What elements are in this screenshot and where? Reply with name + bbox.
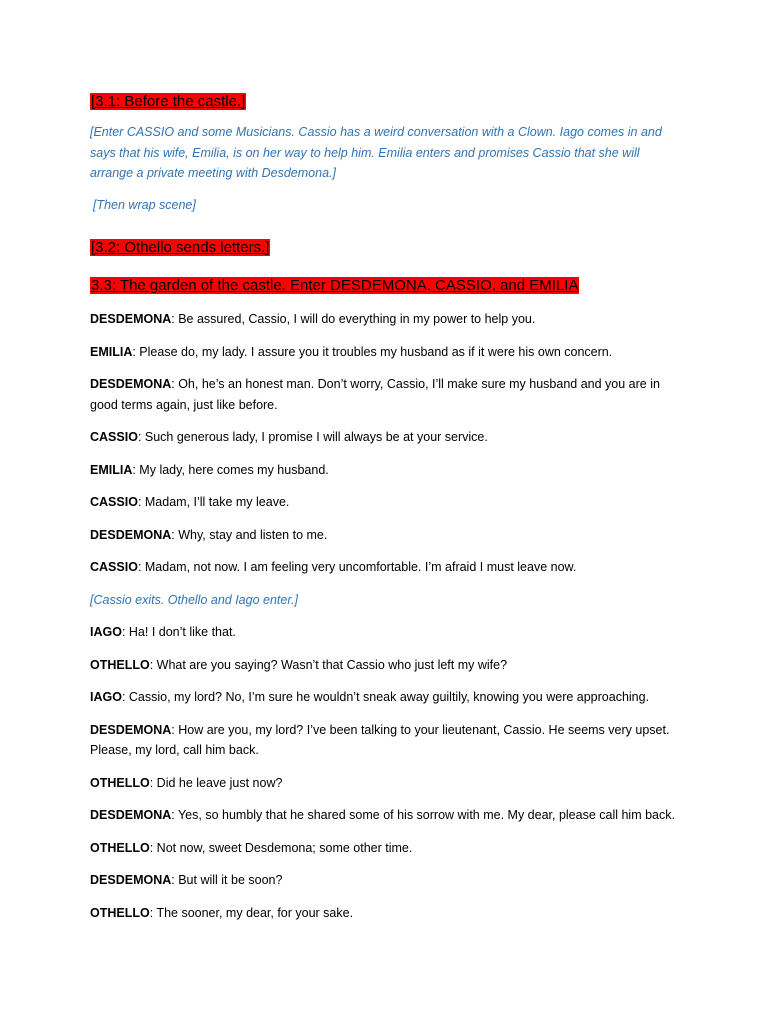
dialogue-text: : My lady, here comes my husband.: [132, 462, 329, 477]
dialogue-list: [90, 309, 688, 923]
dialogue-text: : Madam, I’ll take my leave.: [137, 495, 290, 509]
speaker-name: OTHELLO: [90, 775, 150, 790]
stage-direction: [Enter CASSIO and some Musicians. Cassio has a weird conversation with a Clown. Iago comes in and says that his wife, Emilia, is on her way to help him. Emilia enters and promises Cassio that she will arrange a private meeting with Desdemona.]: [90, 125, 662, 180]
dialogue-line: [90, 720, 688, 761]
speaker-name: CASSIO: [90, 430, 138, 444]
dialogue-text: : Madam, not now. I am feeling very uncomfortable. I’m afraid I must leave now.: [137, 560, 577, 574]
dialogue-text: : What are you saying? Wasn’t that Cassio who just left my wife?: [149, 657, 508, 672]
dialogue-text: : Not now, sweet Desdemona; some other time.: [149, 840, 413, 855]
speaker-name: DESDEMONA: [90, 808, 172, 822]
speaker-name: DESDEMONA: [90, 312, 172, 326]
dialogue-text: : But will it be soon?: [171, 873, 283, 887]
dialogue-text: : Cassio, my lord? No, I’m sure he wouldn’t sneak away guiltily, knowing you were approaching.: [121, 690, 650, 704]
dialogue-line: [90, 838, 688, 859]
speaker-name: OTHELLO: [90, 657, 150, 672]
dialogue-line: [90, 525, 688, 546]
speaker-name: EMILIA: [90, 344, 133, 359]
scene-heading-3-2: [3.2: Othello sends letters.]: [91, 239, 270, 256]
speaker-name: CASSIO: [90, 560, 138, 574]
dialogue-text: : Did he leave just now?: [149, 775, 283, 790]
scene-heading-3-3: 3.3: The garden of the castle. Enter DESDEMONA, CASSIO, and EMILIA: [91, 277, 579, 294]
speaker-name: DESDEMONA: [90, 722, 172, 737]
stage-direction: [Then wrap scene]: [93, 197, 196, 212]
dialogue-line: [90, 805, 688, 826]
speaker-name: IAGO: [90, 625, 122, 639]
scene-heading-3-1: [3.1: Before the castle.]: [91, 93, 246, 110]
dialogue-text: : How are you, my lord? I’ve been talking to your lieutenant, Cassio. He seems very upset. Please, my lord, call him back.: [90, 722, 670, 757]
dialogue-text: : Yes, so humbly that he shared some of his sorrow with me. My dear, please call him back.: [171, 808, 675, 822]
dialogue-text: : Please do, my lady. I assure you it troubles my husband as if it were his own concern.: [132, 344, 613, 359]
speaker-name: EMILIA: [90, 462, 133, 477]
speaker-name: DESDEMONA: [90, 377, 172, 391]
dialogue-text: : Why, stay and listen to me.: [171, 527, 328, 542]
dialogue-line: [90, 460, 688, 481]
dialogue-line: [90, 870, 688, 891]
stage-direction: [Cassio exits. Othello and Iago enter.]: [90, 592, 298, 607]
dialogue-line: [90, 427, 688, 448]
dialogue-line: [90, 492, 688, 513]
dialogue-line: [90, 309, 688, 330]
dialogue-line: [90, 374, 688, 415]
speaker-name: OTHELLO: [90, 840, 150, 855]
dialogue-line: [90, 557, 688, 578]
dialogue-text: : The sooner, my dear, for your sake.: [149, 905, 354, 920]
speaker-name: CASSIO: [90, 495, 138, 509]
dialogue-line: [90, 687, 688, 708]
dialogue-line: [90, 622, 688, 643]
dialogue-line: [90, 342, 688, 363]
dialogue-text: : Ha! I don’t like that.: [121, 625, 236, 639]
speaker-name: IAGO: [90, 690, 122, 704]
dialogue-text: : Such generous lady, I promise I will always be at your service.: [137, 430, 488, 444]
dialogue-line: [90, 655, 688, 676]
speaker-name: OTHELLO: [90, 905, 150, 920]
dialogue-line: [90, 903, 688, 924]
dialogue-text: : Be assured, Cassio, I will do everything in my power to help you.: [171, 312, 536, 326]
dialogue-line: [90, 773, 688, 794]
speaker-name: DESDEMONA: [90, 527, 172, 542]
speaker-name: DESDEMONA: [90, 873, 172, 887]
dialogue-text: : Oh, he’s an honest man. Don’t worry, Cassio, I’ll make sure my husband and you are in good terms again, just like before.: [90, 377, 660, 412]
